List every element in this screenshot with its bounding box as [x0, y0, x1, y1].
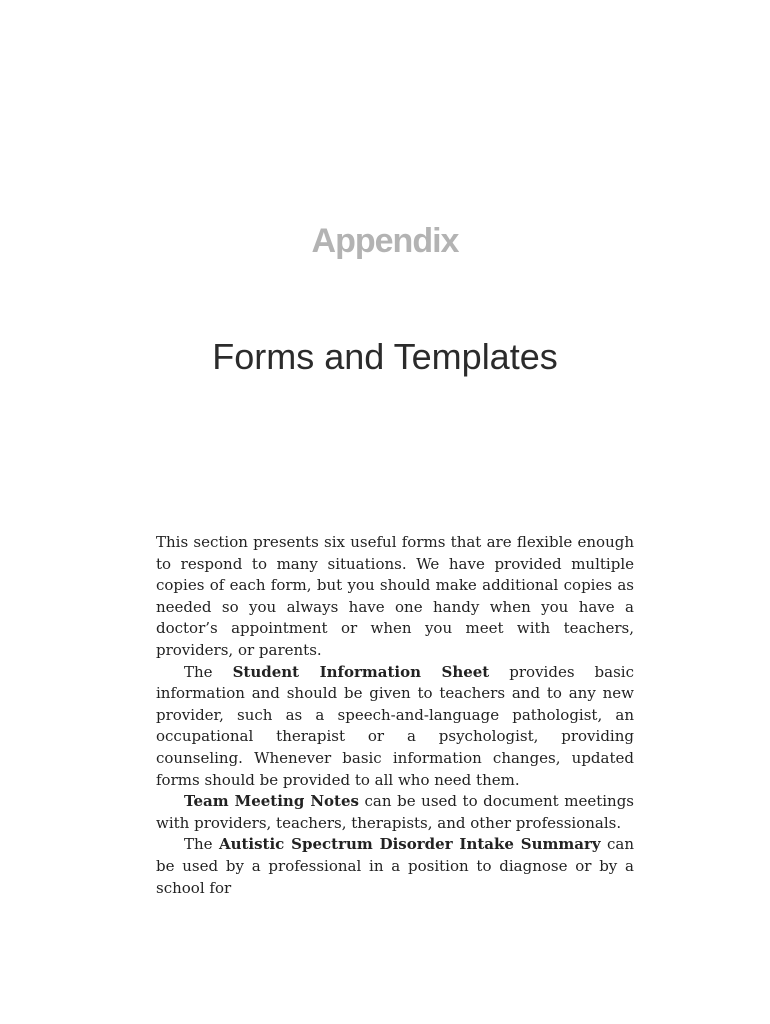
student-info-paragraph	[156, 662, 634, 792]
student-info-sheet-term: Student Information Sheet	[232, 662, 490, 681]
paragraph-rest: can be used by a professional in a position to diagnose or by a school for	[156, 835, 634, 897]
intro-paragraph: This section presents six useful forms that are flexible enough to respond to many situations. We have provided multiple copies of each form, but you should make additional copies as needed so you always have one handy when you have a doctor’s appointment or when you meet with teachers, providers, or parents.	[156, 533, 634, 659]
paragraph-lead: The	[184, 662, 233, 681]
paragraph-rest: can be used to document meetings with providers, teachers, therapists, and other professionals.	[156, 792, 634, 832]
intake-summary-term: Autistic Spectrum Disorder Intake Summary	[218, 835, 601, 854]
intake-summary-paragraph	[156, 834, 634, 899]
chapter-title: Forms and Templates	[212, 336, 558, 377]
body-text	[156, 532, 634, 899]
team-meeting-notes-term: Team Meeting Notes	[184, 792, 359, 811]
paragraph-lead: The	[184, 835, 219, 854]
paragraph-rest: provides basic information and should be given to teachers and to any new provider, such as a speech-and-language pathologist, an occupational therapist or a psychologist, providing counseling. Whenever basic information changes, updated forms should be provided to all who need them.	[156, 662, 634, 789]
team-meeting-paragraph	[156, 791, 634, 834]
appendix-label: Appendix	[311, 222, 459, 260]
